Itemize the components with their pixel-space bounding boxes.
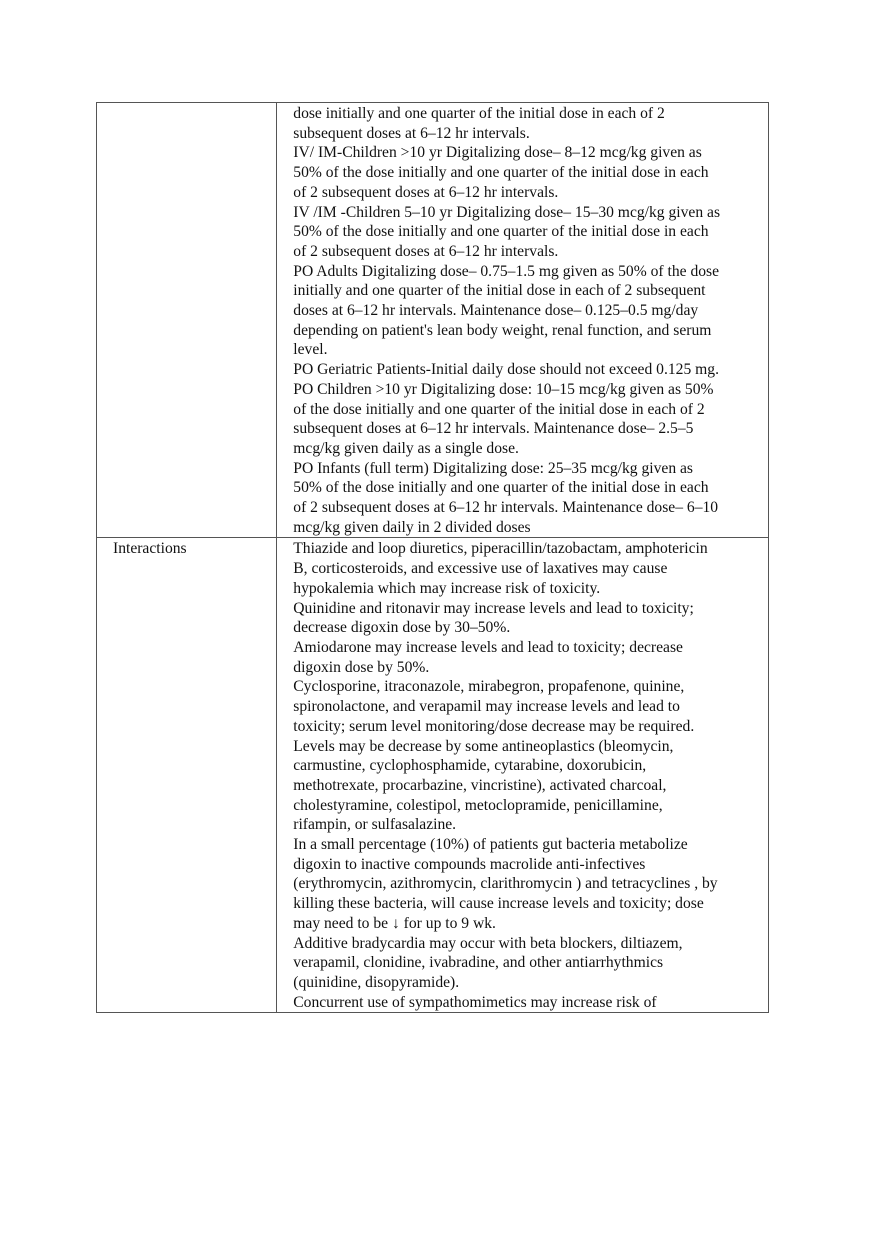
content-line: PO Adults Digitalizing dose– 0.75–1.5 mg given as 50% of the dose: [293, 262, 720, 280]
content-line: rifampin, or sulfasalazine.: [293, 816, 457, 834]
drug-info-table: [96, 102, 769, 1013]
content-line: In a small percentage (10%) of patients gut bacteria metabolize: [293, 836, 688, 854]
content-line: spironolactone, and verapamil may increase levels and lead to: [293, 698, 680, 716]
content-line: PO Children >10 yr Digitalizing dose: 10–15 mcg/kg given as 50%: [293, 380, 714, 398]
content-line: of 2 subsequent doses at 6–12 hr intervals. Maintenance dose– 6–10: [293, 499, 719, 517]
row-label: Interactions: [113, 540, 187, 558]
content-line: 50% of the dose initially and one quarter of the initial dose in each: [293, 164, 709, 182]
content-line: PO Infants (full term) Digitalizing dose: 25–35 mcg/kg given as: [293, 459, 694, 477]
content-line: of 2 subsequent doses at 6–12 hr intervals.: [293, 183, 559, 201]
content-line: dose initially and one quarter of the initial dose in each of 2: [293, 105, 665, 122]
content-line: cholestyramine, colestipol, metoclopramide, penicillamine,: [293, 796, 663, 814]
content-line: may need to be ↓ for up to 9 wk.: [293, 914, 496, 932]
content-line: killing these bacteria, will cause increase levels and toxicity; dose: [293, 895, 704, 913]
content-line: Quinidine and ritonavir may increase levels and lead to toxicity;: [293, 599, 694, 617]
content-line: level.: [293, 341, 328, 359]
content-line: digoxin dose by 50%.: [293, 658, 430, 676]
content-line: carmustine, cyclophosphamide, cytarabine, doxorubicin,: [293, 757, 647, 775]
dosage-content-cell: [277, 103, 769, 538]
content-line: Levels may be decrease by some antineoplastics (bleomycin,: [293, 737, 674, 755]
content-line: 50% of the dose initially and one quarter of the initial dose in each: [293, 479, 709, 497]
content-line: depending on patient's lean body weight, renal function, and serum: [293, 321, 712, 339]
content-line: IV/ IM-Children >10 yr Digitalizing dose– 8–12 mcg/kg given as: [293, 144, 702, 162]
content-line: 50% of the dose initially and one quarter of the initial dose in each: [293, 223, 709, 241]
row-label-cell: [97, 538, 277, 1013]
table-body: [97, 103, 769, 1013]
content-line: Thiazide and loop diuretics, piperacillin/tazobactam, amphotericin: [293, 540, 708, 558]
row-label: [97, 103, 276, 104]
content-line: subsequent doses at 6–12 hr intervals.: [293, 124, 530, 142]
content-line: of the dose initially and one quarter of the initial dose in each of 2: [293, 400, 705, 418]
content-line: initially and one quarter of the initial dose in each of 2 subsequent: [293, 282, 706, 300]
content-line: (erythromycin, azithromycin, clarithromycin ) and tetracyclines , by: [293, 875, 718, 893]
content-line: decrease digoxin dose by 30–50%.: [293, 619, 511, 637]
content-line: B, corticosteroids, and excessive use of laxatives may cause: [293, 560, 668, 578]
content-line: mcg/kg given daily as a single dose.: [293, 439, 519, 457]
interactions-content-cell: [277, 538, 769, 1013]
content-line: digoxin to inactive compounds macrolide anti-infectives: [293, 855, 646, 873]
content-line: doses at 6–12 hr intervals. Maintenance dose– 0.125–0.5 mg/day: [293, 302, 699, 320]
row-label-cell: [97, 103, 277, 538]
content-line: mcg/kg given daily in 2 divided doses: [293, 518, 531, 536]
content-line: Amiodarone may increase levels and lead to toxicity; decrease: [293, 638, 683, 656]
content-line: of 2 subsequent doses at 6–12 hr intervals.: [293, 242, 559, 260]
content-line: hypokalemia which may increase risk of toxicity.: [293, 579, 601, 597]
content-line: toxicity; serum level monitoring/dose decrease may be required.: [293, 717, 695, 735]
content-line: Additive bradycardia may occur with beta blockers, diltiazem,: [293, 934, 683, 952]
table-row-dosage: [97, 103, 769, 538]
content-line: PO Geriatric Patients-Initial daily dose should not exceed 0.125 mg.: [293, 361, 719, 379]
content-line: Concurrent use of sympathomimetics may increase risk of: [293, 993, 657, 1011]
content-line: (quinidine, disopyramide).: [293, 973, 460, 991]
content-line: IV /IM -Children 5–10 yr Digitalizing dose– 15–30 mcg/kg given as: [293, 203, 721, 221]
content-line: verapamil, clonidine, ivabradine, and other antiarrhythmics: [293, 954, 664, 972]
content-line: methotrexate, procarbazine, vincristine), activated charcoal,: [293, 776, 667, 794]
content-line: Cyclosporine, itraconazole, mirabegron, propafenone, quinine,: [293, 678, 685, 696]
content-line: subsequent doses at 6–12 hr intervals. Maintenance dose– 2.5–5: [293, 420, 694, 438]
table-row-interactions: [97, 538, 769, 1013]
